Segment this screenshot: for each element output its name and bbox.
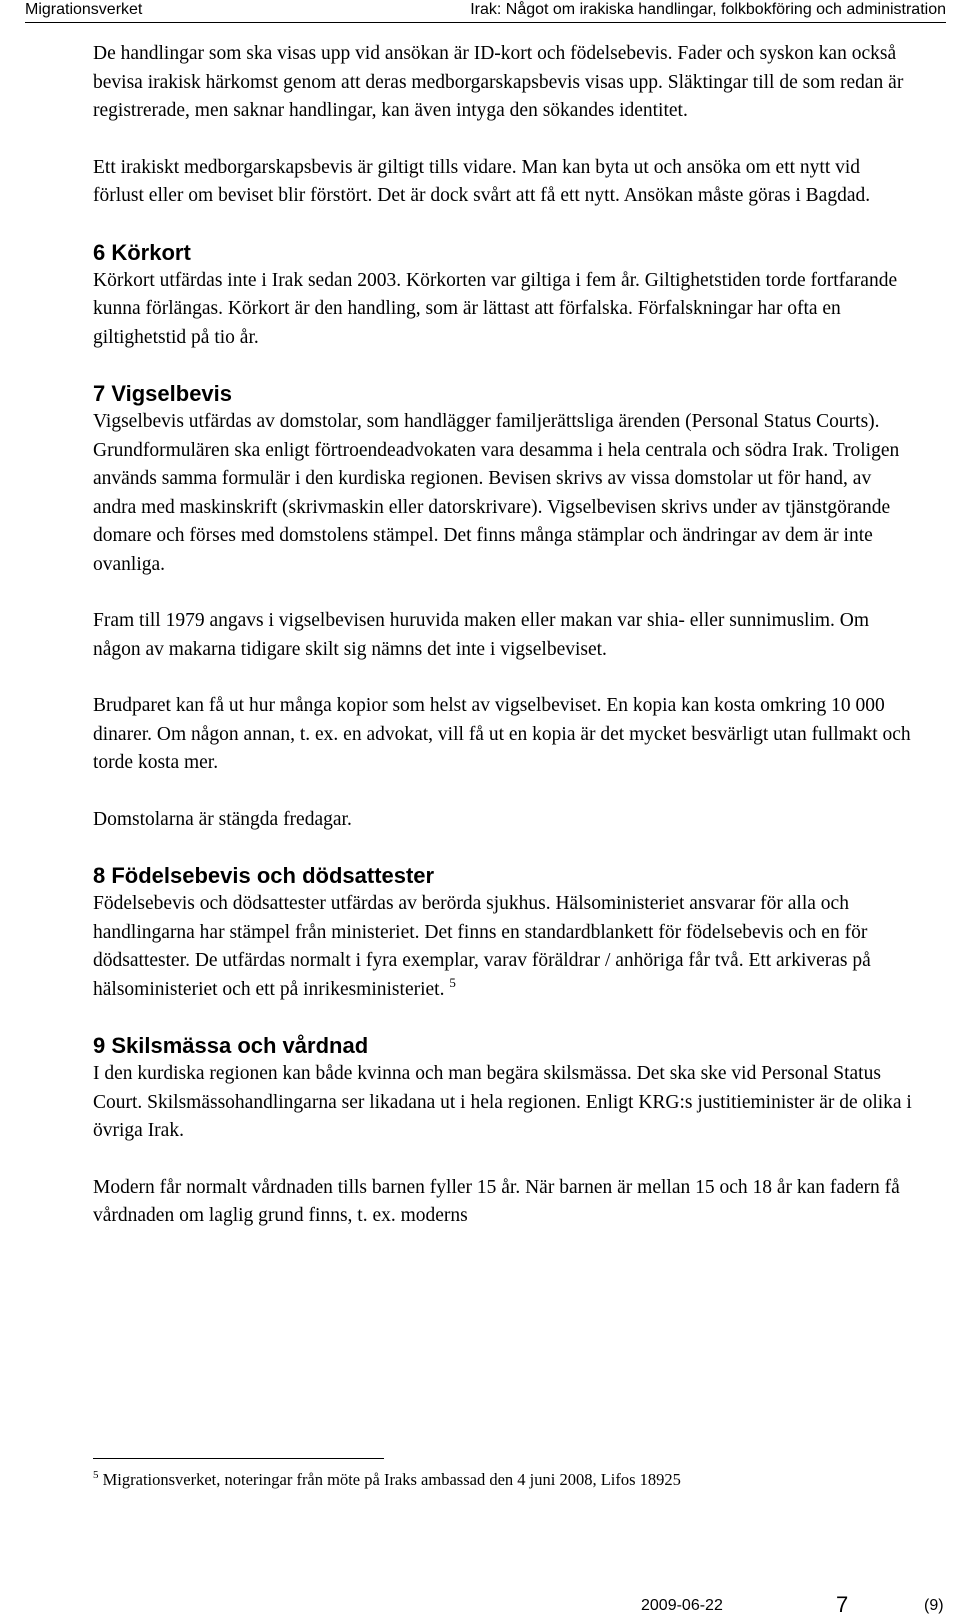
footnote-separator xyxy=(93,1458,384,1459)
footnote xyxy=(93,1470,681,1490)
footnote-number: 5 xyxy=(93,1469,99,1481)
paragraph: I den kurdiska regionen kan både kvinna och man begära skilsmässa. Det ska ske vid Personal Status Court. Skilsmässohandlingarna ser likadana ut i hela regionen. Enligt KRG:s justitieminister är de olika i övriga Irak. xyxy=(93,1063,912,1141)
paragraph: Domstolarna är stängda fredagar. xyxy=(93,808,352,830)
footnote-text: Migrationsverket, noteringar från möte på Iraks ambassad den 4 juni 2008, Lifos 18925 xyxy=(102,1470,681,1489)
footer-page-number: 7 xyxy=(836,1592,849,1617)
page-header xyxy=(25,0,946,23)
section-heading-8: 8 Födelsebevis och dödsattester xyxy=(93,863,435,888)
section-heading-7: 7 Vigselbevis xyxy=(93,381,233,406)
paragraph: Vigselbevis utfärdas av domstolar, som handlägger familjerättsliga ärenden (Personal Status Courts). Grundformulären ska enligt förtroendeadvokaten vara desamma i hela centrala och södra Irak. Troligen används samma formulär i den kurdiska regionen. Bevisen skrivs av vissa domstolar ut för hand, av andra med maskinskrift (skrivmaskin eller datorskrivare). Vigselbevisen skrivs under av tjänstgörande domare och förses med domstolens stämpel. Det finns många stämplar och ändringar av dem är inte ovanliga. xyxy=(93,411,900,575)
paragraph xyxy=(93,890,913,1004)
paragraph: Fram till 1979 angavs i vigselbevisen huruvida maken eller makan var shia- eller sunnimuslim. Om någon av makarna tidigare skilt sig nämns det inte i vigselbeviset. xyxy=(93,610,870,660)
document-body xyxy=(93,40,913,1231)
section-heading-6: 6 Körkort xyxy=(93,239,191,265)
header-organization: Migrationsverket xyxy=(25,1,143,18)
section-heading-9: 9 Skilsmässa och vårdnad xyxy=(93,1033,369,1058)
footer-page-total: (9) xyxy=(924,1597,944,1614)
paragraph: Brudparet kan få ut hur många kopior som helst av vigselbeviset. En kopia kan kosta omkring 10 000 dinarer. Om någon annan, t. ex. en advokat, vill få ut en kopia är det mycket besvärligt utan fullmakt och torde kosta mer. xyxy=(93,695,911,773)
paragraph: Modern får normalt vårdnaden tills barnen fyller 15 år. När barnen är mellan 15 och 18 år kan fadern få vårdnaden om laglig grund finns, t. ex. moderns xyxy=(93,1176,900,1226)
header-document-title: Irak: Något om irakiska handlingar, folkbokföring och administration xyxy=(470,1,946,18)
paragraph: Körkort utfärdas inte i Irak sedan 2003. Körkorten var giltiga i fem år. Giltighetstiden torde fortfarande kunna förlängas. Körkort är den handling, som är lättast att förfalska. Förfalskningar har ofta en giltighetstid på tio år. xyxy=(93,269,898,348)
paragraph: Ett irakiskt medborgarskapsbevis är giltigt tills vidare. Man kan byta ut och ansöka om ett nytt vid förlust eller om beviset blir förstört. Det är dock svårt att få ett nytt. Ansökan måste göras i Bagdad. xyxy=(93,156,871,206)
footer-date: 2009-06-22 xyxy=(641,1597,723,1614)
footnote-reference[interactable]: 5 xyxy=(449,974,456,990)
paragraph-text: Födelsebevis och dödsattester utfärdas av berörda sjukhus. Hälsoministeriet ansvarar för alla och handlingarna har stämpel från ministeriet. Det finns en standardblankett för födelsebevis och en för dödsattester. De utfärdas normalt i fyra exemplar, varav föräldrar / anhöriga får två. Ett arkiveras på hälsoministeriet och ett på inrikesministeriet. xyxy=(93,893,871,1000)
paragraph: De handlingar som ska visas upp vid ansökan är ID-kort och födelsebevis. Fader och syskon kan också bevisa irakisk härkomst genom att deras medborgarskapsbevis visas upp. Släktingar till de som redan är registrerade, men saknar handlingar, kan även intyga den sökandes identitet. xyxy=(93,43,904,121)
